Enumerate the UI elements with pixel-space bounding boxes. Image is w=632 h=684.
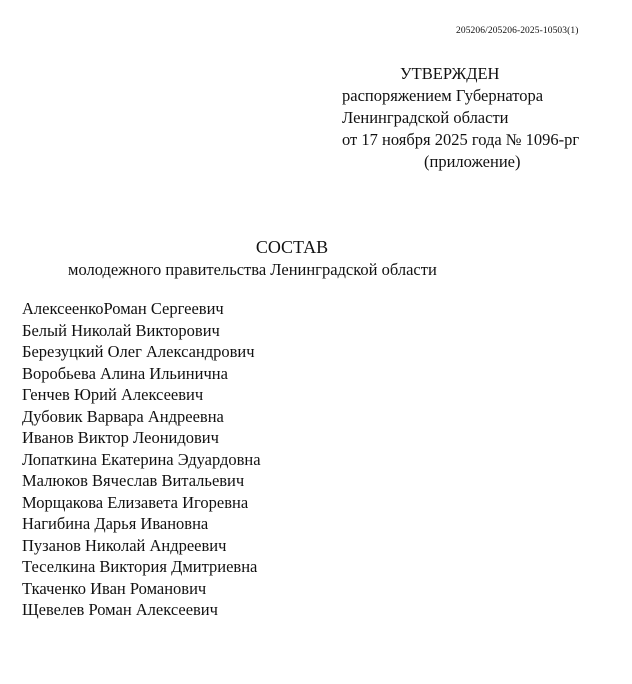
list-item: Дубовик Варвара Андреевна xyxy=(22,406,224,426)
approval-block xyxy=(342,63,630,173)
approval-heading: УТВЕРЖДЕН xyxy=(400,64,500,83)
list-item: Воробьева Алина Ильинична xyxy=(22,363,228,383)
members-list xyxy=(22,298,261,621)
list-item: Нагибина Дарья Ивановна xyxy=(22,514,209,533)
list-item: Генчев Юрий Алексеевич xyxy=(22,385,204,404)
list-item: Белый Николай Викторович xyxy=(22,320,220,340)
list-item: Пузанов Николай Андреевич xyxy=(22,535,227,555)
list-item: Ткаченко Иван Романович xyxy=(22,578,207,598)
list-item: Щевелев Роман Алексеевич xyxy=(22,600,218,619)
approval-note: (приложение) xyxy=(424,152,521,171)
list-item: Березуцкий Олег Александрович xyxy=(22,342,255,361)
document-id: 205206/205206-2025-10503(1) xyxy=(456,26,579,36)
list-item: Лопаткина Екатерина Эдуардовна xyxy=(22,449,261,469)
list-item: Морщакова Елизавета Игоревна xyxy=(22,492,249,512)
list-item: Малюков Вячеслав Витальевич xyxy=(22,471,245,490)
list-item: Иванов Виктор Леонидович xyxy=(22,428,219,447)
document-subtitle: молодежного правительства Ленинградской области xyxy=(68,260,437,279)
approval-line-1: распоряжением Губернатора xyxy=(342,86,544,105)
approval-line-3: от 17 ноября 2025 года № 1096-рг xyxy=(342,130,580,149)
list-item: Теселкина Виктория Дмитриевна xyxy=(22,557,258,576)
document-title: СОСТАВ xyxy=(255,237,329,257)
approval-line-2: Ленинградской области xyxy=(342,108,509,127)
list-item: АлексеенкоРоман Сергеевич xyxy=(22,299,224,318)
